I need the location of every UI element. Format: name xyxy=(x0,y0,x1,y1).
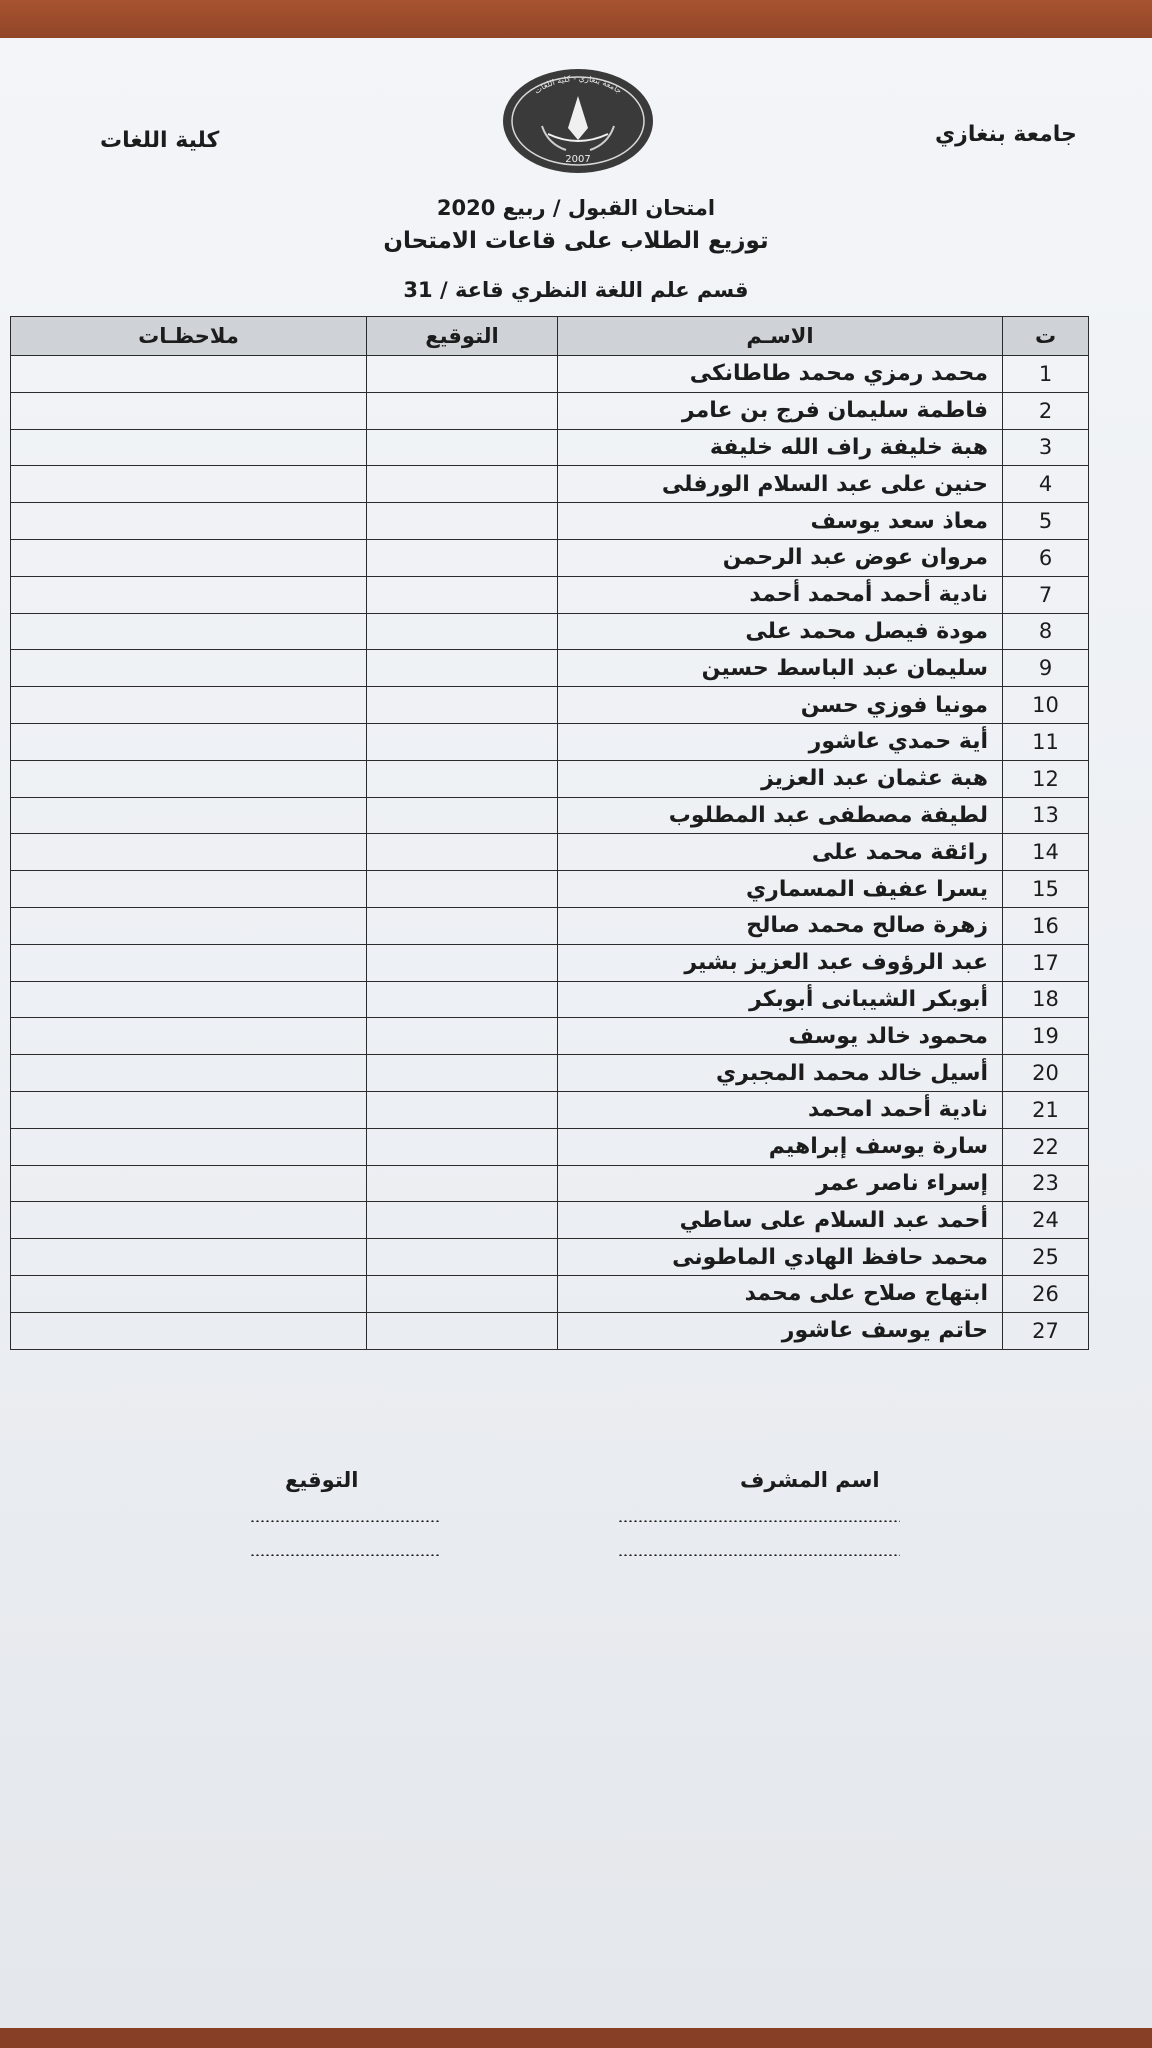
table-row xyxy=(11,1202,1089,1239)
row-number: 13 xyxy=(1003,797,1089,834)
row-number: 15 xyxy=(1003,871,1089,908)
student-name: نادية أحمد أمحمد أحمد xyxy=(558,576,1003,613)
row-number: 9 xyxy=(1003,650,1089,687)
university-name: جامعة بنغازي xyxy=(935,122,1077,147)
signature-dotted-line xyxy=(250,1520,440,1522)
signature-cell xyxy=(367,392,558,429)
notes-cell xyxy=(11,907,367,944)
row-number: 26 xyxy=(1003,1275,1089,1312)
signature-cell xyxy=(367,981,558,1018)
student-name: أبوبكر الشيبانى أبوبكر xyxy=(558,981,1003,1018)
header-signature: التوقيع xyxy=(367,317,558,356)
student-name: أية حمدي عاشور xyxy=(558,723,1003,760)
row-number: 23 xyxy=(1003,1165,1089,1202)
student-name: يسرا عفيف المسماري xyxy=(558,871,1003,908)
row-number: 20 xyxy=(1003,1055,1089,1092)
notes-cell xyxy=(11,1091,367,1128)
notes-cell xyxy=(11,392,367,429)
student-name: لطيفة مصطفى عبد المطلوب xyxy=(558,797,1003,834)
signature-cell xyxy=(367,1165,558,1202)
signature-cell xyxy=(367,907,558,944)
table-row xyxy=(11,1128,1089,1165)
row-number: 14 xyxy=(1003,834,1089,871)
notes-cell xyxy=(11,1202,367,1239)
table-row xyxy=(11,760,1089,797)
signature-cell xyxy=(367,723,558,760)
student-name: مودة فيصل محمد على xyxy=(558,613,1003,650)
signature-cell xyxy=(367,503,558,540)
notes-cell xyxy=(11,1018,367,1055)
student-name: إسراء ناصر عمر xyxy=(558,1165,1003,1202)
signature-cell xyxy=(367,576,558,613)
distribution-title: توزيع الطلاب على قاعات الامتحان xyxy=(383,228,769,254)
table-row xyxy=(11,1055,1089,1092)
student-name: زهرة صالح محمد صالح xyxy=(558,907,1003,944)
row-number: 19 xyxy=(1003,1018,1089,1055)
notes-cell xyxy=(11,760,367,797)
row-number: 12 xyxy=(1003,760,1089,797)
student-name: فاطمة سليمان فرج بن عامر xyxy=(558,392,1003,429)
notes-cell xyxy=(11,429,367,466)
student-name: محمد رمزي محمد طاطانكى xyxy=(558,356,1003,393)
table-body xyxy=(11,356,1089,1350)
header-num: ت xyxy=(1003,317,1089,356)
student-name: هبة عثمان عبد العزيز xyxy=(558,760,1003,797)
notes-cell xyxy=(11,613,367,650)
signature-cell xyxy=(367,1055,558,1092)
table-row xyxy=(11,797,1089,834)
notes-cell xyxy=(11,1312,367,1349)
notes-cell xyxy=(11,834,367,871)
row-number: 8 xyxy=(1003,613,1089,650)
signature-cell xyxy=(367,797,558,834)
table-row xyxy=(11,650,1089,687)
signature-cell xyxy=(367,944,558,981)
notes-cell xyxy=(11,1055,367,1092)
table-row xyxy=(11,392,1089,429)
row-number: 3 xyxy=(1003,429,1089,466)
notes-cell xyxy=(11,1275,367,1312)
signature-cell xyxy=(367,687,558,724)
notes-cell xyxy=(11,576,367,613)
notes-cell xyxy=(11,1239,367,1276)
student-name: مروان عوض عبد الرحمن xyxy=(558,539,1003,576)
row-number: 21 xyxy=(1003,1091,1089,1128)
table-row xyxy=(11,1165,1089,1202)
table-row xyxy=(11,907,1089,944)
signature-cell xyxy=(367,1202,558,1239)
signature-cell xyxy=(367,650,558,687)
notes-cell xyxy=(11,1165,367,1202)
notes-cell xyxy=(11,539,367,576)
row-number: 24 xyxy=(1003,1202,1089,1239)
student-name: حنين على عبد السلام الورفلى xyxy=(558,466,1003,503)
students-table xyxy=(10,316,1088,1350)
signature-cell xyxy=(367,539,558,576)
signature-cell xyxy=(367,356,558,393)
table-row xyxy=(11,466,1089,503)
faculty-name: كلية اللغات xyxy=(100,128,220,153)
row-number: 17 xyxy=(1003,944,1089,981)
table-row xyxy=(11,1312,1089,1349)
row-number: 4 xyxy=(1003,466,1089,503)
signature-cell xyxy=(367,466,558,503)
notes-cell xyxy=(11,356,367,393)
signature-cell xyxy=(367,1018,558,1055)
notes-cell xyxy=(11,687,367,724)
student-name: محمود خالد يوسف xyxy=(558,1018,1003,1055)
background-surface-bottom xyxy=(0,2028,1152,2048)
table-header-row xyxy=(11,317,1089,356)
table-row xyxy=(11,1091,1089,1128)
signature-cell xyxy=(367,1128,558,1165)
notes-cell xyxy=(11,466,367,503)
department-hall-title: قسم علم اللغة النظري قاعة / 31 xyxy=(403,278,749,302)
row-number: 16 xyxy=(1003,907,1089,944)
student-name: مونيا فوزي حسن xyxy=(558,687,1003,724)
table-row xyxy=(11,687,1089,724)
student-name: هبة خليفة راف الله خليفة xyxy=(558,429,1003,466)
notes-cell xyxy=(11,944,367,981)
row-number: 27 xyxy=(1003,1312,1089,1349)
student-name: ابتهاج صلاح على محمد xyxy=(558,1275,1003,1312)
signature-cell xyxy=(367,429,558,466)
student-name: أسيل خالد محمد المجبري xyxy=(558,1055,1003,1092)
student-name: سليمان عبد الباسط حسين xyxy=(558,650,1003,687)
university-logo xyxy=(502,66,654,176)
student-name: حاتم يوسف عاشور xyxy=(558,1312,1003,1349)
table-row xyxy=(11,503,1089,540)
notes-cell xyxy=(11,871,367,908)
signature-cell xyxy=(367,871,558,908)
table-row xyxy=(11,981,1089,1018)
row-number: 25 xyxy=(1003,1239,1089,1276)
supervisor-dotted-line xyxy=(618,1554,900,1556)
table-row xyxy=(11,356,1089,393)
notes-cell xyxy=(11,503,367,540)
row-number: 11 xyxy=(1003,723,1089,760)
row-number: 5 xyxy=(1003,503,1089,540)
row-number: 7 xyxy=(1003,576,1089,613)
signature-label: التوقيع xyxy=(285,1468,359,1492)
student-name: معاذ سعد يوسف xyxy=(558,503,1003,540)
row-number: 2 xyxy=(1003,392,1089,429)
signature-cell xyxy=(367,834,558,871)
signature-cell xyxy=(367,1091,558,1128)
student-name: رائقة محمد على xyxy=(558,834,1003,871)
table-row xyxy=(11,1018,1089,1055)
notes-cell xyxy=(11,650,367,687)
notes-cell xyxy=(11,1128,367,1165)
notes-cell xyxy=(11,797,367,834)
notes-cell xyxy=(11,723,367,760)
signature-cell xyxy=(367,1275,558,1312)
student-name: سارة يوسف إبراهيم xyxy=(558,1128,1003,1165)
signature-cell xyxy=(367,1239,558,1276)
signature-cell xyxy=(367,1312,558,1349)
table-row xyxy=(11,723,1089,760)
table-row xyxy=(11,834,1089,871)
signature-cell xyxy=(367,613,558,650)
table-row xyxy=(11,1275,1089,1312)
header-notes: ملاحظـات xyxy=(11,317,367,356)
header-name: الاسـم xyxy=(558,317,1003,356)
row-number: 6 xyxy=(1003,539,1089,576)
signature-dotted-line xyxy=(250,1554,440,1556)
row-number: 1 xyxy=(1003,356,1089,393)
logo-year: 2007 xyxy=(565,154,591,165)
table-row xyxy=(11,944,1089,981)
logo-arc-text: جامعة بنغازي - كلية اللغات xyxy=(532,73,624,96)
notes-cell xyxy=(11,981,367,1018)
student-name: أحمد عبد السلام على ساطي xyxy=(558,1202,1003,1239)
table-row xyxy=(11,613,1089,650)
table-row xyxy=(11,1239,1089,1276)
table-row xyxy=(11,576,1089,613)
signature-cell xyxy=(367,760,558,797)
row-number: 22 xyxy=(1003,1128,1089,1165)
row-number: 10 xyxy=(1003,687,1089,724)
student-name: نادية أحمد امحمد xyxy=(558,1091,1003,1128)
exam-title: امتحان القبول / ربيع 2020 xyxy=(436,196,716,220)
student-name: عبد الرؤوف عبد العزيز بشير xyxy=(558,944,1003,981)
table-row xyxy=(11,539,1089,576)
supervisor-label: اسم المشرف xyxy=(740,1468,880,1492)
supervisor-dotted-line xyxy=(618,1520,900,1522)
student-name: محمد حافظ الهادي الماطونى xyxy=(558,1239,1003,1276)
row-number: 18 xyxy=(1003,981,1089,1018)
table-row xyxy=(11,429,1089,466)
table-row xyxy=(11,871,1089,908)
